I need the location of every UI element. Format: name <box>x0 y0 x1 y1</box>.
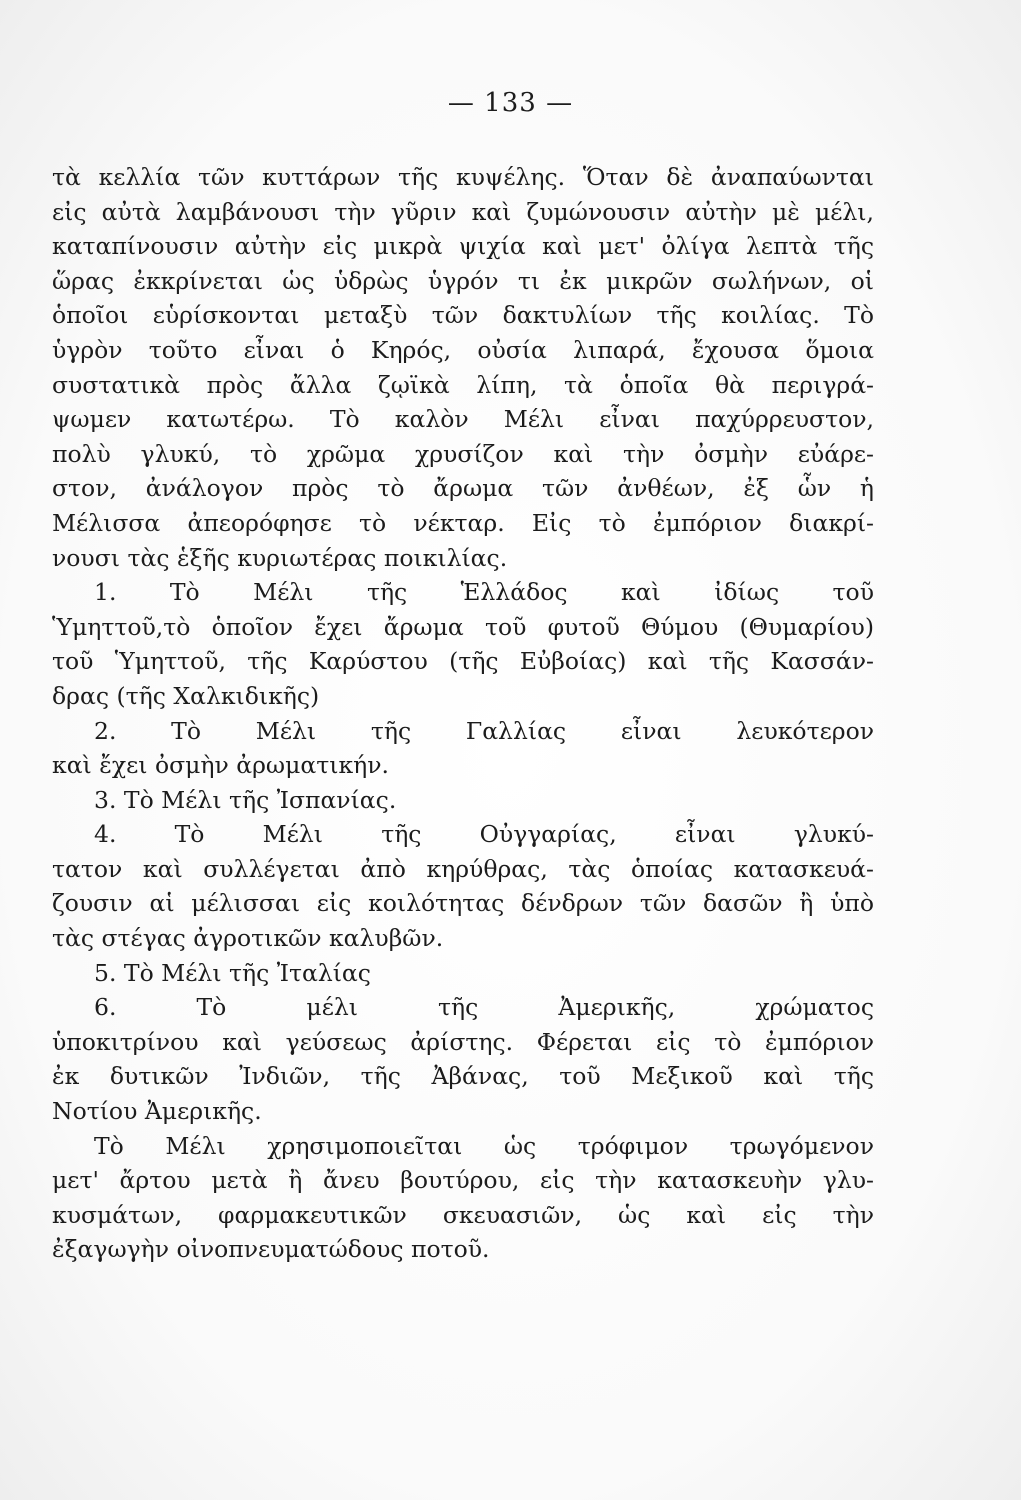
list-item-heading: 3. Τὸ Μέλι τῆς Ἰσπανίας. <box>94 785 397 814</box>
text-line: ὁποῖοι εὑρίσκονται μεταξὺ τῶν δακτυλίων τῆς κοιλίας. Τὸ <box>52 301 874 330</box>
text-line: ὥρας ἐκκρίνεται ὡς ὑδρὼς ὑγρόν τι ἐκ μικρῶν σωλήνων, οἱ <box>52 266 874 295</box>
text-line: πολὺ γλυκύ, τὸ χρῶμα χρυσίζον καὶ τὴν ὀσμὴν εὐάρε- <box>52 439 874 468</box>
text-line: ψωμεν κατωτέρω. Τὸ καλὸν Μέλι εἶναι παχύρρευστον, <box>52 405 874 434</box>
text-line: μετ' ἄρτου μετὰ ἢ ἄνευ βουτύρου, εἰς τὴν κατασκευὴν γλυ- <box>52 1166 874 1195</box>
text-line: καὶ ἔχει ὀσμὴν ἀρωματικήν. <box>52 751 389 780</box>
text-line: ἐξαγωγὴν οἰνοπνευματώδους ποτοῦ. <box>52 1235 490 1264</box>
text-line: δρας (τῆς Χαλκιδικῆς) <box>52 681 320 710</box>
text-line: τοῦ Ὑμηττοῦ, τῆς Καρύστου (τῆς Εὐβοίας) καὶ τῆς Κασσάν- <box>52 647 874 676</box>
text-line: κυσμάτων, φαρμακευτικῶν σκευασιῶν, ὡς καὶ εἰς τὴν <box>52 1200 874 1229</box>
text-line: τὰ κελλία τῶν κυττάρων τῆς κυψέλης. Ὅταν δὲ ἀναπαύωνται <box>52 163 874 191</box>
text-line: ζουσιν αἱ μέλισσαι εἰς κοιλότητας δένδρων τῶν δασῶν ἢ ὑπὸ <box>52 889 874 918</box>
text-line: συστατικὰ πρὸς ἄλλα ζῳϊκὰ λίπη, τὰ ὁποῖα θὰ περιγρά- <box>52 370 874 399</box>
text-line: ὑποκιτρίνου καὶ γεύσεως ἀρίστης. Φέρεται εἰς τὸ ἐμπόριον <box>52 1027 874 1056</box>
list-item-heading: 1. Τὸ Μέλι τῆς Ἑλλάδος καὶ ἰδίως τοῦ <box>94 578 874 607</box>
list-item-heading: 2. Τὸ Μέλι τῆς Γαλλίας εἶναι λευκότερον <box>94 716 874 745</box>
text-line: ἐκ δυτικῶν Ἰνδιῶν, τῆς Ἀβάνας, τοῦ Μεξικοῦ καὶ τῆς <box>52 1062 874 1091</box>
page-number: — 133 — <box>447 88 574 118</box>
list-item-heading: 5. Τὸ Μέλι τῆς Ἰταλίας <box>94 958 371 987</box>
text-line: τὰς στέγας ἀγροτικῶν καλυβῶν. <box>52 924 444 953</box>
paragraph-start: Τὸ Μέλι χρησιμοποιεῖται ὡς τρόφιμον τρωγόμενον <box>94 1131 874 1160</box>
text-line: Νοτίου Ἀμερικῆς. <box>52 1097 262 1126</box>
list-item-heading: 4. Τὸ Μέλι τῆς Οὐγγαρίας, εἶναι γλυκύ- <box>94 820 874 849</box>
text-line: εἰς αὐτὰ λαμβάνουσι τὴν γῦριν καὶ ζυμώνουσιν αὐτὴν μὲ μέλι, <box>52 197 874 226</box>
text-line: στον, ἀνάλογον πρὸς τὸ ἄρωμα τῶν ἀνθέων, ἐξ ὧν ἡ <box>52 474 874 503</box>
body-text <box>52 160 874 1267</box>
text-line: καταπίνουσιν αὐτὴν εἰς μικρὰ ψιχία καὶ μετ' ὀλίγα λεπτὰ τῆς <box>52 232 874 261</box>
text-line: Ὑμηττοῦ,τὸ ὁποῖον ἔχει ἄρωμα τοῦ φυτοῦ Θύμου (Θυμαρίου) <box>52 612 874 641</box>
list-item-heading: 6. Τὸ μέλι τῆς Ἀμερικῆς, χρώματος <box>94 993 874 1022</box>
text-line: τατον καὶ συλλέγεται ἀπὸ κηρύθρας, τὰς ὁποίας κατασκευά- <box>52 854 874 883</box>
text-line: νουσι τὰς ἑξῆς κυριωτέρας ποικιλίας. <box>52 543 508 572</box>
text-line: Μέλισσα ἀπεορόφησε τὸ νέκταρ. Εἰς τὸ ἐμπόριον διακρί- <box>52 508 874 537</box>
text-line: ὑγρὸν τοῦτο εἶναι ὁ Κηρός, οὐσία λιπαρά, ἔχουσα ὅμοια <box>52 335 874 364</box>
